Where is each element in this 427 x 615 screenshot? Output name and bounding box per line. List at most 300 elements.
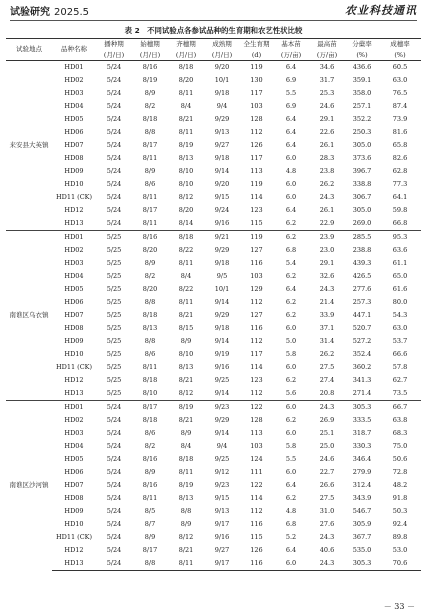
value-cell: 6.8 [285,246,297,254]
value-cell: 22.6 [319,128,335,136]
value-cell: 24.3 [319,533,335,541]
table-row [6,165,421,178]
value-cell: 8/8 [180,507,192,515]
value-cell: 6.4 [285,546,297,554]
value-cell: 122 [240,401,273,415]
value-cell: 277.6 [352,285,372,293]
value-cell: 279.9 [352,468,372,476]
variety-cell: HD01 [52,61,96,75]
table-row [6,348,421,361]
value-cell: 8/11 [142,494,158,502]
value-cell: 8/21 [178,546,194,554]
value-cell: 116 [240,557,273,571]
value-cell: 8/9 [144,259,156,267]
variety-cell: HD04 [64,272,84,280]
variety-cell: HD08 [64,154,84,162]
value-cell: 112 [250,507,263,515]
value-cell: 5/25 [106,311,122,319]
table-row [6,113,421,126]
value-cell: 21.4 [319,298,335,306]
value-cell: 28.3 [319,154,335,162]
column-header: 分蘖率 [345,39,379,50]
value-cell: 103 [250,442,263,450]
column-unit: (万/亩) [273,50,309,61]
value-cell: 9/17 [214,520,230,528]
value-cell: 318.7 [352,429,372,437]
value-cell: 9/18 [214,259,230,267]
value-cell: 5/24 [96,557,132,571]
value-cell: 6.4 [285,128,297,136]
value-cell: 8/13 [178,494,194,502]
value-cell: 305.0 [352,141,372,149]
value-cell: 8/2 [144,442,156,450]
value-cell: 6.4 [285,206,297,214]
value-cell: 9/29 [214,115,230,123]
value-cell: 63.0 [392,76,408,84]
column-header: 试验地点 [6,39,52,61]
value-cell: 8/11 [178,259,194,267]
value-cell: 8/17 [142,546,158,554]
value-cell: 9/29 [214,311,230,319]
header-rule [10,20,417,21]
value-cell: 8/17 [132,401,168,415]
variety-cell: HD13 [64,219,84,227]
value-cell: 333.5 [352,416,372,424]
value-cell: 62.8 [392,167,408,175]
value-cell: 5.8 [285,350,297,358]
variety-cell: HD08 [64,494,84,502]
value-cell: 124 [250,455,263,463]
value-cell: 8/11 [168,557,204,571]
value-cell: 8/9 [180,429,192,437]
value-cell: 520.7 [352,324,372,332]
table-row [6,74,421,87]
variety-cell: HD02 [64,246,84,254]
value-cell: 6.4 [285,285,297,293]
value-cell: 439.3 [352,259,372,267]
value-cell: 5/24 [106,533,122,541]
value-cell: 62.7 [392,376,408,384]
value-cell: 50.6 [392,455,408,463]
value-cell: 26.1 [319,141,335,149]
variety-cell: HD05 [64,115,84,123]
value-cell: 8/4 [180,442,192,450]
value-cell: 8/9 [144,533,156,541]
value-cell: 5/25 [106,337,122,345]
value-cell: 103 [250,102,263,110]
value-cell: 115 [250,219,263,227]
value-cell: 26.9 [319,416,335,424]
variety-cell: HD09 [64,337,84,345]
value-cell: 8/11 [178,468,194,476]
value-cell: 31.7 [319,76,335,84]
value-cell: 73.5 [392,389,408,397]
table-row [6,296,421,309]
value-cell: 6.0 [285,154,297,162]
value-cell: 89.8 [392,533,408,541]
table-row [6,204,421,217]
variety-cell: HD11 (CK) [55,363,93,371]
value-cell: 128 [250,416,263,424]
value-cell: 65.8 [392,141,408,149]
value-cell: 535.0 [352,546,372,554]
variety-cell: HD05 [64,455,84,463]
value-cell: 5/24 [106,128,122,136]
value-cell: 9/13 [214,507,230,515]
variety-cell: HD12 [64,206,84,214]
value-cell: 8/9 [144,468,156,476]
value-cell: 24.3 [319,285,335,293]
value-cell: 8/21 [178,376,194,384]
table-row [6,387,421,401]
value-cell: 10/1 [214,285,230,293]
value-cell: 9/13 [214,128,230,136]
value-cell: 5/25 [106,324,122,332]
table-row [6,518,421,531]
value-cell: 5.5 [285,455,297,463]
value-cell: 24.3 [309,401,345,415]
value-cell: 8/17 [142,141,158,149]
value-cell: 66.6 [392,350,408,358]
value-cell: 5/25 [96,231,132,245]
value-cell: 27.5 [319,363,335,371]
variety-cell: HD01 [52,401,96,415]
value-cell: 5/24 [106,219,122,227]
value-cell: 26.2 [319,180,335,188]
value-cell: 257.3 [352,298,372,306]
value-cell: 269.0 [352,219,372,227]
value-cell: 312.4 [352,481,372,489]
value-cell: 5/25 [106,363,122,371]
table-row [6,335,421,348]
value-cell: 9/16 [214,219,230,227]
value-cell: 8/18 [168,61,204,75]
value-cell: 117 [250,350,263,358]
table-row [6,139,421,152]
variety-cell: HD06 [64,298,84,306]
table-row [6,126,421,139]
value-cell: 72.8 [392,468,408,476]
variety-cell: HD12 [64,546,84,554]
variety-cell: HD03 [64,89,84,97]
value-cell: 8/13 [178,363,194,371]
value-cell: 32.6 [319,272,335,280]
value-cell: 60.5 [379,61,421,75]
value-cell: 57.8 [392,363,408,371]
value-cell: 33.9 [319,311,335,319]
value-cell: 8/14 [178,219,194,227]
column-unit: (%) [345,50,379,61]
value-cell: 8/15 [178,324,194,332]
value-cell: 8/20 [178,76,194,84]
page-number: － 33 － [383,602,415,611]
value-cell: 8/11 [142,219,158,227]
value-cell: 5/24 [106,76,122,84]
value-cell: 128 [250,115,263,123]
variety-cell: HD06 [64,468,84,476]
location-cell: 南谯区乌衣镇 [6,231,52,401]
value-cell: 359.1 [352,76,372,84]
value-cell: 6.0 [285,468,297,476]
value-cell: 130 [250,76,263,84]
value-cell: 367.7 [352,533,372,541]
value-cell: 61.1 [392,259,408,267]
value-cell: 9/5 [216,272,228,280]
magazine-logo: 农业科技通讯 [345,4,417,17]
column-unit: (万/亩) [309,50,345,61]
value-cell: 6.2 [273,231,309,245]
table-row [6,466,421,479]
value-cell: 9/14 [214,298,230,306]
variety-cell: HD07 [64,311,84,319]
value-cell: 24.3 [319,193,335,201]
value-cell: 6.0 [285,363,297,371]
value-cell: 8/18 [142,376,158,384]
value-cell: 9/18 [214,324,230,332]
value-cell: 6.2 [285,416,297,424]
value-cell: 4.8 [285,507,297,515]
value-cell: 119 [250,180,263,188]
table-row [6,492,421,505]
value-cell: 8/16 [132,61,168,75]
value-cell: 5/25 [106,285,122,293]
value-cell: 338.8 [352,180,372,188]
table-row [6,217,421,231]
value-cell: 123 [250,206,263,214]
value-cell: 26.2 [319,350,335,358]
value-cell: 92.4 [392,520,408,528]
value-cell: 5/24 [106,102,122,110]
column-header: 始穗期 [132,39,168,50]
variety-cell: HD07 [64,141,84,149]
value-cell: 95.3 [379,231,421,245]
column-header: 最高苗 [309,39,345,50]
value-cell: 9/4 [216,442,228,450]
value-cell: 305.3 [345,557,379,571]
value-cell: 9/18 [214,154,230,162]
table-row [6,191,421,204]
value-cell: 5/24 [106,193,122,201]
location-cell: 来安县大英镇 [6,61,52,231]
value-cell: 9/25 [214,376,230,384]
value-cell: 77.3 [392,180,408,188]
value-cell: 53.7 [392,337,408,345]
variety-cell: HD13 [64,389,84,397]
value-cell: 6.4 [285,115,297,123]
value-cell: 127 [250,311,263,319]
value-cell: 8/11 [178,128,194,136]
value-cell: 63.0 [392,324,408,332]
variety-cell: HD10 [64,520,84,528]
value-cell: 119 [240,61,273,75]
value-cell: 23.9 [309,231,345,245]
table-row [6,427,421,440]
value-cell: 5/24 [106,89,122,97]
value-cell: 330.3 [352,442,372,450]
column-unit: (d) [240,50,273,61]
table-row [6,270,421,283]
value-cell: 8/4 [180,102,192,110]
value-cell: 6.9 [285,76,297,84]
value-cell: 341.3 [352,376,372,384]
value-cell: 6.8 [285,520,297,528]
variety-cell: HD09 [64,167,84,175]
table-row [6,61,421,75]
value-cell: 8/2 [144,272,156,280]
value-cell: 352.2 [352,115,372,123]
value-cell: 81.6 [392,128,408,136]
variety-cell: HD02 [64,76,84,84]
running-header [10,2,417,20]
value-cell: 5/24 [106,180,122,188]
table-row [6,505,421,518]
value-cell: 8/6 [144,429,156,437]
value-cell: 27.4 [319,376,335,384]
value-cell: 9/29 [214,416,230,424]
column-header: 播种期 [96,39,132,50]
journal-section [10,3,89,18]
value-cell: 34.6 [309,61,345,75]
value-cell: 114 [250,193,263,201]
location-cell: 南谯区沙河镇 [6,401,52,571]
value-cell: 126 [250,141,263,149]
value-cell: 5/25 [106,246,122,254]
table-row [6,231,421,245]
value-cell: 8/10 [178,167,194,175]
value-cell: 112 [250,337,263,345]
variety-cell: HD12 [64,376,84,384]
value-cell: 8/9 [144,167,156,175]
value-cell: 8/10 [178,350,194,358]
value-cell: 5/25 [106,259,122,267]
value-cell: 61.6 [392,285,408,293]
value-cell: 6.4 [273,61,309,75]
value-cell: 8/8 [144,337,156,345]
value-cell: 113 [250,167,263,175]
value-cell: 6.0 [273,557,309,571]
value-cell: 8/22 [178,285,194,293]
value-cell: 8/11 [178,89,194,97]
value-cell: 8/19 [168,401,204,415]
value-cell: 8/12 [178,389,194,397]
value-cell: 129 [250,285,263,293]
value-cell: 9/20 [204,61,240,75]
value-cell: 396.7 [352,167,372,175]
value-cell: 26.1 [319,206,335,214]
value-cell: 5.6 [285,389,297,397]
value-cell: 8/19 [178,141,194,149]
value-cell: 8/6 [144,180,156,188]
value-cell: 40.6 [319,546,335,554]
value-cell: 9/14 [214,429,230,437]
variety-cell: HD04 [64,102,84,110]
column-header: 成熟期 [204,39,240,50]
value-cell: 64.1 [392,193,408,201]
table-row [6,361,421,374]
value-cell: 37.1 [319,324,335,332]
value-cell: 113 [250,429,263,437]
value-cell: 250.3 [352,128,372,136]
value-cell: 8/7 [144,520,156,528]
value-cell: 117 [250,89,263,97]
value-cell: 358.0 [352,89,372,97]
value-cell: 8/6 [144,350,156,358]
value-cell: 6.2 [285,272,297,280]
value-cell: 360.2 [352,363,372,371]
value-cell: 8/13 [178,154,194,162]
value-cell: 9/14 [214,389,230,397]
value-cell: 5.5 [285,89,297,97]
value-cell: 6.0 [285,193,297,201]
value-cell: 527.2 [352,337,372,345]
value-cell: 20.8 [319,389,335,397]
table-caption: 表 2 不同试验点各参试品种的生育期和农艺性状比较 [124,26,303,35]
value-cell: 5/24 [106,546,122,554]
value-cell: 305.3 [345,401,379,415]
value-cell: 9/24 [214,206,230,214]
value-cell: 8/9 [144,89,156,97]
table-row [6,440,421,453]
value-cell: 8/18 [142,115,158,123]
variety-cell: HD04 [64,442,84,450]
value-cell: 31.0 [319,507,335,515]
column-header: 品种名称 [52,39,96,61]
value-cell: 5/25 [106,350,122,358]
column-unit: (月/日) [168,50,204,61]
value-cell: 5/24 [106,141,122,149]
value-cell: 25.0 [319,442,335,450]
value-cell: 9/20 [214,180,230,188]
value-cell: 8/12 [178,193,194,201]
value-cell: 9/16 [214,533,230,541]
value-cell: 66.8 [392,219,408,227]
value-cell: 5/24 [106,520,122,528]
value-cell: 9/12 [214,468,230,476]
variety-cell: HD06 [64,128,84,136]
value-cell: 5/24 [96,61,132,75]
value-cell: 103 [250,272,263,280]
value-cell: 24.6 [319,455,335,463]
value-cell: 5/24 [106,481,122,489]
value-cell: 8/21 [178,416,194,424]
value-cell: 5/25 [106,272,122,280]
table-header [6,39,421,61]
table-row [6,178,421,191]
section-title: 试验研究 [10,7,50,18]
table-row [6,479,421,492]
value-cell: 68.3 [392,429,408,437]
table-row [6,401,421,415]
value-cell: 8/10 [178,180,194,188]
value-cell: 346.4 [352,455,372,463]
column-header: 齐穗期 [168,39,204,50]
value-cell: 8/18 [168,231,204,245]
value-cell: 426.5 [352,272,372,280]
value-cell: 305.9 [352,520,372,528]
value-cell: 9/25 [214,455,230,463]
column-header: 成穗率 [379,39,421,50]
value-cell: 54.3 [392,311,408,319]
value-cell: 24.3 [309,557,345,571]
value-cell: 9/27 [214,141,230,149]
value-cell: 50.3 [392,507,408,515]
value-cell: 23.8 [319,167,335,175]
value-cell: 22.9 [319,219,335,227]
value-cell: 343.9 [352,494,372,502]
issue-number: 2025.5 [54,7,89,18]
value-cell: 8/2 [144,102,156,110]
value-cell: 8/11 [142,154,158,162]
